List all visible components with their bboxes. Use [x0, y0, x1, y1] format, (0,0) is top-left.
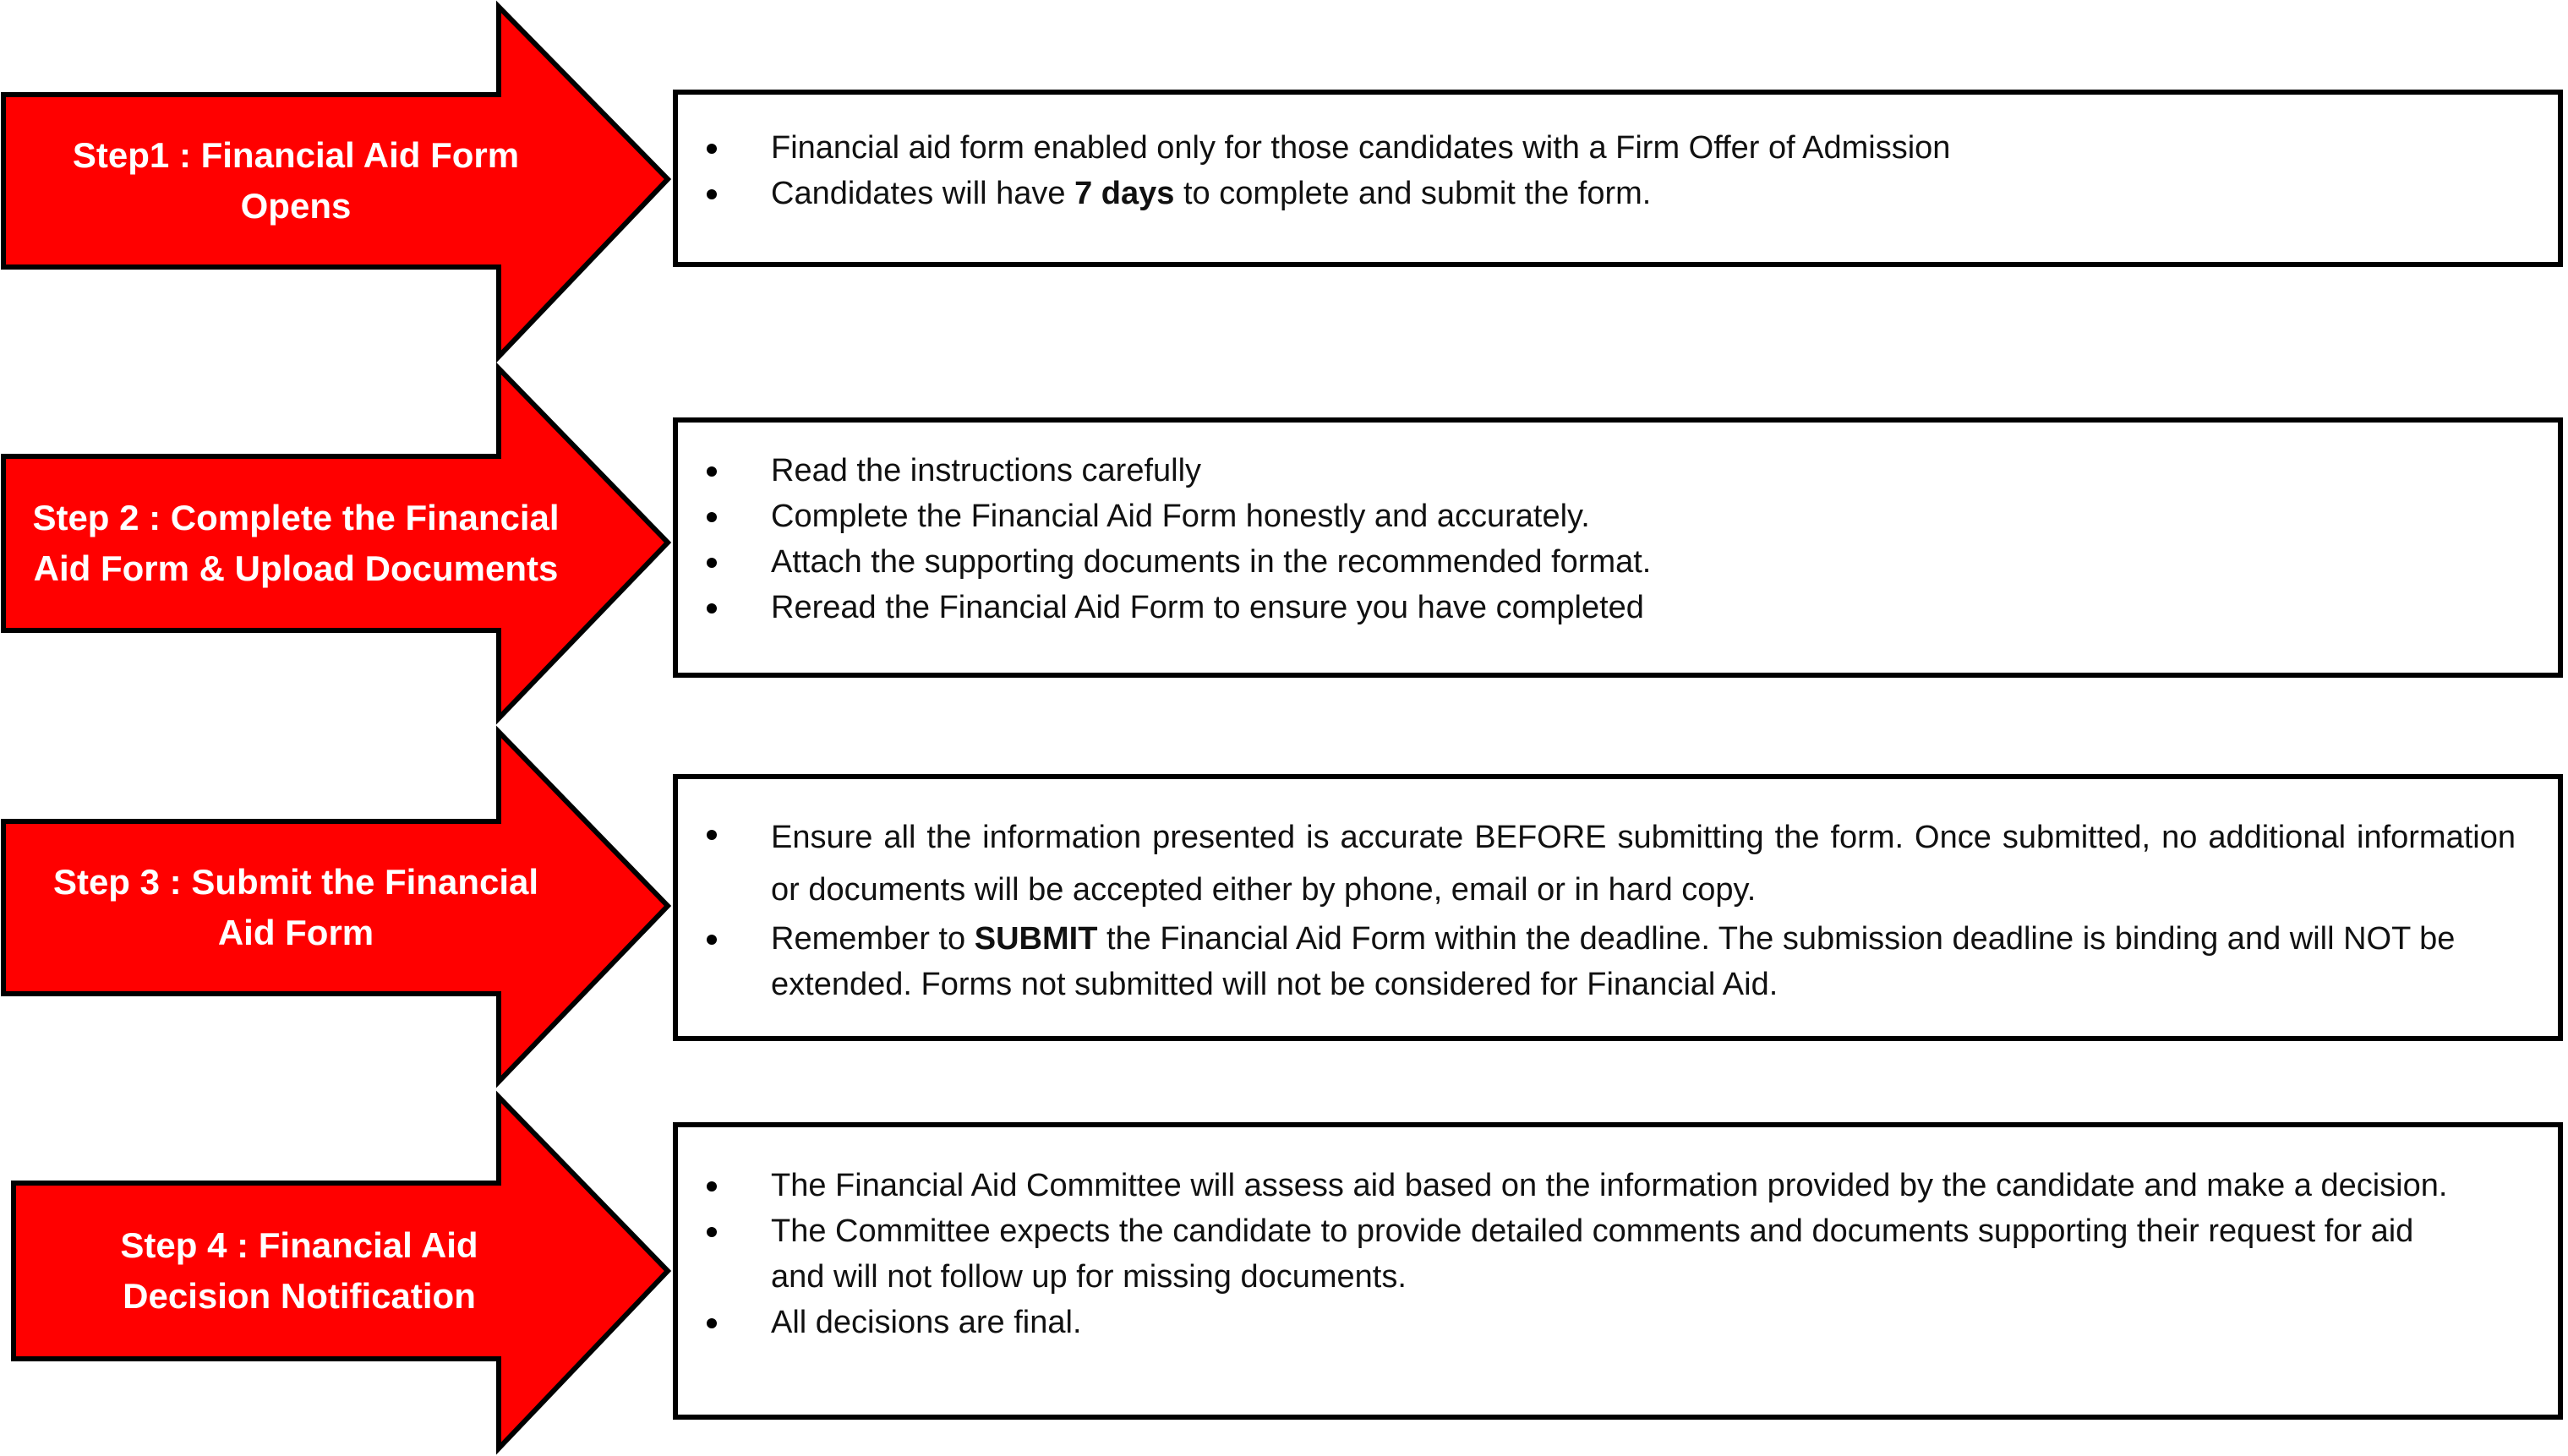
step3-box	[673, 774, 2563, 1041]
step2-bullet-list	[678, 448, 2524, 630]
step1-bullet-2: Candidates will have 7 days to complete and submit the form.	[678, 171, 2524, 216]
step1-bullet-list	[678, 125, 2524, 216]
step4-bullet-3: All decisions are final.	[678, 1300, 2465, 1345]
step1-box	[673, 90, 2563, 267]
step1-bullet-1: Financial aid form enabled only for those candidates with a Firm Offer of Admission	[678, 125, 2524, 171]
step4-label	[20, 1183, 578, 1359]
step2-label	[8, 456, 583, 630]
step2-bullet-2: Complete the Financial Aid Form honestly and accurately.	[678, 494, 2524, 539]
step1-label	[17, 95, 575, 267]
step2-bullet-1: Read the instructions carefully	[678, 448, 2524, 494]
step4-label-line1: Step 4 : Financial Aid	[120, 1225, 478, 1265]
step1-label-line2: Opens	[240, 186, 352, 226]
step2-label-line1: Step 2 : Complete the Financial	[32, 498, 560, 537]
step3-bullet-2: Remember to SUBMIT the Financial Aid Form within the deadline. The submission deadline is binding and will NOT be extended. Forms not submitted will not be considered for Financial Aid.	[678, 916, 2516, 1007]
step3-label-line1: Step 3 : Submit the Financial	[52, 862, 539, 902]
step4-bullet-list	[678, 1163, 2465, 1345]
submit-emphasis: SUBMIT	[974, 921, 1098, 957]
step2-box	[673, 417, 2563, 678]
step4-label-line2: Decision Notification	[123, 1276, 476, 1316]
step4-bullet-1: The Financial Aid Committee will assess aid based on the information provided by the candidate and make a decision.	[678, 1163, 2465, 1208]
step3-bullet-list	[678, 811, 2516, 1007]
step4-box	[673, 1122, 2563, 1420]
step1-label-line1: Step1 : Financial Aid Form	[72, 135, 520, 175]
step3-bullet-1: Ensure all the information presented is accurate BEFORE submitting the form. Once submitted, no additional information or documents will be accepted either by phone, email or in hard copy.	[678, 811, 2516, 916]
step2-bullet-4: Reread the Financial Aid Form to ensure you have completed	[678, 585, 2524, 630]
step2-label-line2: Aid Form & Upload Documents	[33, 548, 559, 588]
seven-days-emphasis: 7 days	[1074, 176, 1175, 211]
step3-label	[17, 821, 575, 994]
step2-bullet-3: Attach the supporting documents in the recommended format.	[678, 539, 2524, 585]
step4-bullet-2: The Committee expects the candidate to provide detailed comments and documents supporting their request for aid and will not follow up for missing documents.	[678, 1208, 2465, 1300]
step3-label-line2: Aid Form	[217, 913, 374, 952]
